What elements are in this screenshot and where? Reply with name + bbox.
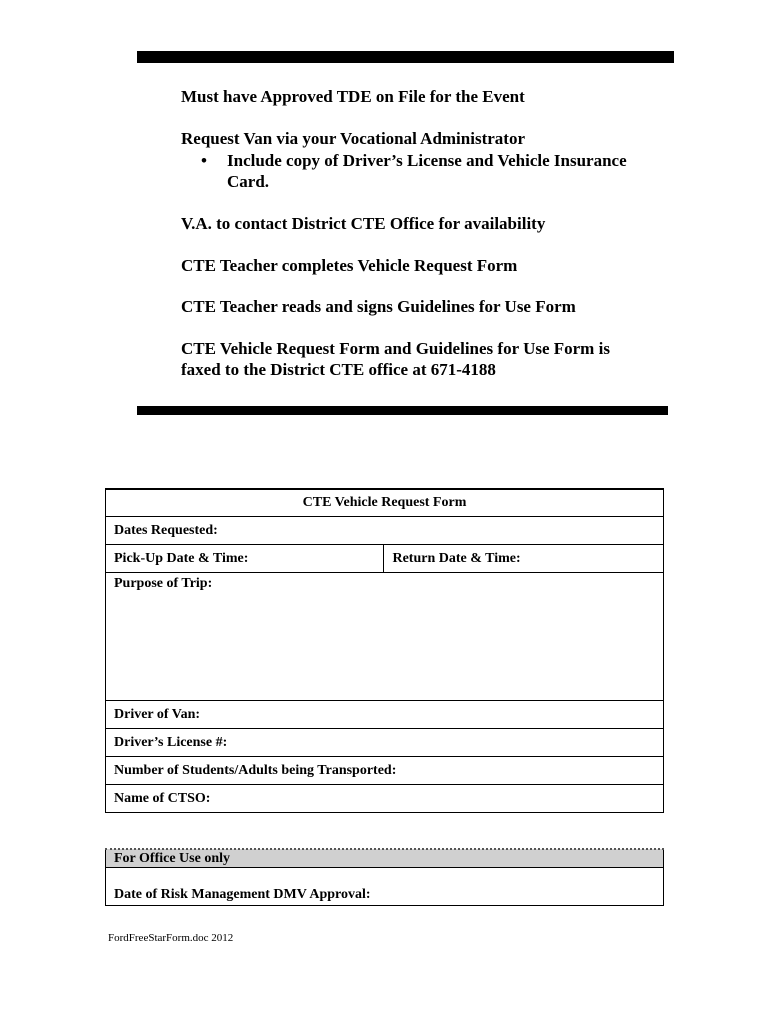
bullet-icon: • <box>201 151 207 170</box>
drivers-license-field[interactable]: Driver’s License #: <box>106 729 664 757</box>
ctso-name-field[interactable]: Name of CTSO: <box>106 785 664 813</box>
step-approved-tde: Must have Approved TDE on File for the Event <box>181 87 525 106</box>
step-teacher-signs: CTE Teacher reads and signs Guidelines for Use Form <box>181 297 576 316</box>
dates-requested-field[interactable]: Dates Requested: <box>106 517 664 545</box>
driver-of-van-field[interactable]: Driver of Van: <box>106 701 664 729</box>
dmv-approval-date-field[interactable]: Date of Risk Management DMV Approval: <box>106 868 664 906</box>
form-title: CTE Vehicle Request Form <box>106 489 664 517</box>
bullet-text: Include copy of Driver’s License and Vehicle Insurance Card. <box>227 151 627 191</box>
step-fax-form: CTE Vehicle Request Form and Guidelines for Use Form is faxed to the District CTE office at 671-4188 <box>181 339 610 379</box>
pickup-date-time-field[interactable]: Pick-Up Date & Time: <box>106 545 384 573</box>
purpose-of-trip-field[interactable]: Purpose of Trip: <box>106 573 664 701</box>
office-use-header: For Office Use only <box>106 849 664 868</box>
office-use-section <box>105 848 664 906</box>
bottom-divider <box>137 406 668 415</box>
return-date-time-field[interactable]: Return Date & Time: <box>384 545 664 573</box>
document-footer: FordFreeStarForm.doc 2012 <box>108 932 234 944</box>
top-divider <box>137 51 674 63</box>
step-contact-district: V.A. to contact District CTE Office for availability <box>181 214 546 233</box>
vehicle-request-form <box>105 488 664 813</box>
number-transported-field[interactable]: Number of Students/Adults being Transported: <box>106 757 664 785</box>
step-request-van: Request Van via your Vocational Administrator <box>181 129 525 148</box>
step-teacher-completes: CTE Teacher completes Vehicle Request Form <box>181 256 518 275</box>
